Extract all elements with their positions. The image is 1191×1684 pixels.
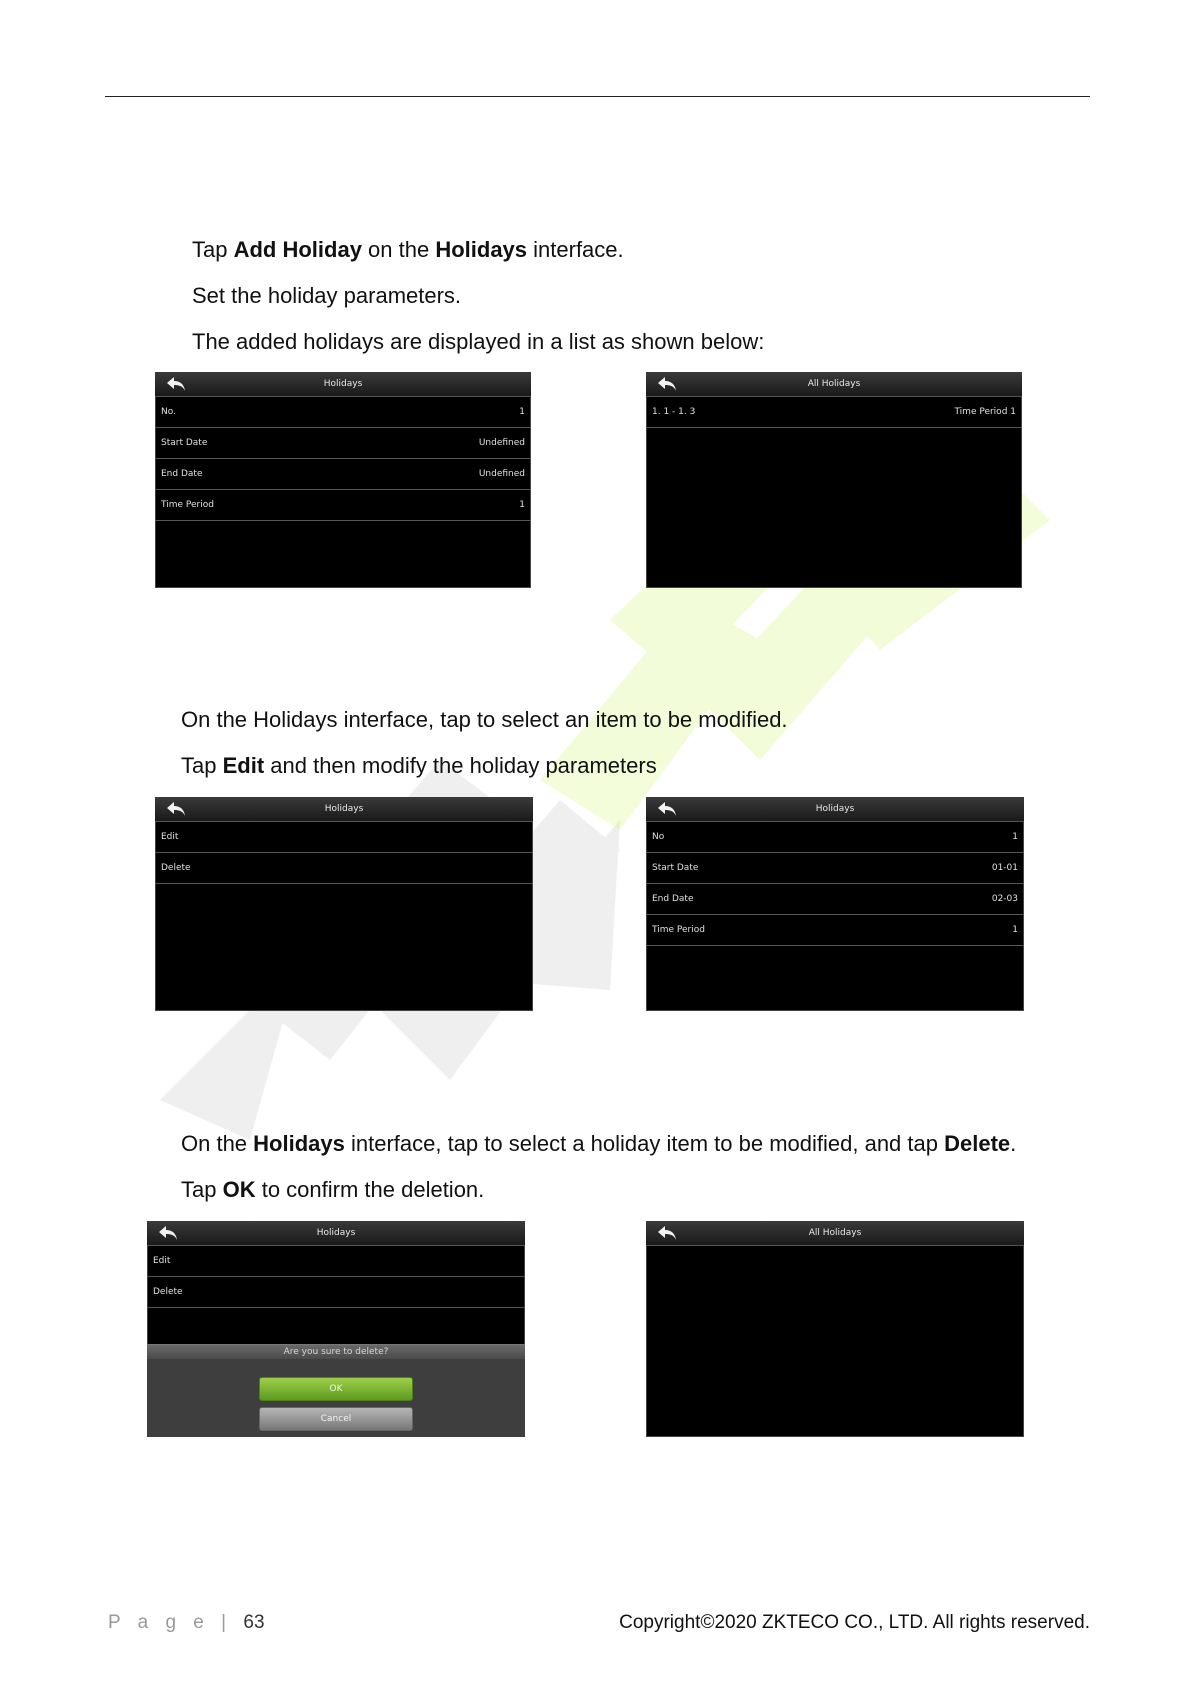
menu-row[interactable] [147,1246,525,1277]
screen-titlebar [646,797,1024,822]
row-label: No. [161,407,176,417]
copyright: Copyright©2020 ZKTECO CO., LTD. All rights reserved. [619,1612,1090,1633]
back-arrow-icon[interactable] [656,375,678,393]
menu-row[interactable] [646,822,1024,853]
text-segment: Tap [181,753,223,778]
screen-titlebar [147,1221,525,1246]
screen-titlebar [155,372,531,397]
menu-row[interactable] [646,915,1024,946]
menu-row[interactable] [155,822,533,853]
row-label: 1. 1 - 1. 3 [652,407,696,417]
menu-row[interactable] [646,884,1024,915]
holiday-edit-screen [646,797,1024,1011]
row-value: 1 [519,500,525,510]
row-label: Start Date [161,438,208,448]
delete-confirm-screen [147,1221,525,1437]
text-segment: Tap [181,1177,223,1202]
row-value: 02-03 [991,894,1018,904]
screen-titlebar [155,797,533,822]
text-segment: . [1010,1131,1017,1156]
text-segment: interface. [527,237,624,262]
menu-row[interactable] [155,428,531,459]
text-segment: Set the holiday parameters. [192,283,462,308]
page-number-label: P a g e | 63 [108,1612,265,1633]
row-value: 1 [519,407,525,417]
menu-row[interactable] [155,853,533,884]
text-segment: and then modify the holiday parameters [264,753,657,778]
row-label: Edit [153,1256,171,1266]
instruction-line [181,753,657,779]
text-segment: On the Holidays interface, tap to select an item to be modified. [181,707,788,732]
text-segment: interface, tap to select a holiday item to be modified, and tap [344,1131,945,1156]
instruction-line [192,329,764,355]
row-label: Start Date [652,863,699,873]
screen-title: Holidays [815,804,855,814]
screen-title: All Holidays [807,379,861,389]
screen-titlebar [646,1221,1024,1246]
instruction-line [192,237,624,263]
back-arrow-icon[interactable] [165,800,187,818]
instruction-line [181,707,788,733]
row-value: Time Period 1 [954,407,1016,417]
text-segment: on the [361,237,436,262]
bold-term: Edit [222,753,265,778]
confirm-dialog [147,1344,525,1437]
text-segment: The added holidays are displayed in a list as shown below: [192,329,765,354]
all-holidays-screen [646,372,1022,588]
holidays-screen [155,372,531,588]
row-label: Edit [161,832,179,842]
row-label: Delete [161,863,191,873]
page-number: 63 [243,1612,265,1633]
ok-button[interactable]: OK [259,1377,413,1401]
row-label: Delete [153,1287,183,1297]
screen-title: All Holidays [808,1228,862,1238]
instruction-line [181,1177,484,1203]
menu-row[interactable] [147,1277,525,1308]
bold-term: Delete [944,1131,1011,1156]
header-rule [105,96,1090,97]
bold-term: Holidays [253,1131,345,1156]
back-arrow-icon[interactable] [165,375,187,393]
menu-row[interactable] [155,490,531,521]
row-value: Undefined [478,469,525,479]
bold-term: Holidays [435,237,528,262]
row-value: 1 [1012,832,1018,842]
row-value: 1 [1012,925,1018,935]
bold-term: OK [222,1177,256,1202]
row-label: End Date [161,469,203,479]
screen-title: Holidays [324,804,364,814]
back-arrow-icon[interactable] [656,1224,678,1242]
instruction-line [192,283,461,309]
instruction-line [181,1131,1016,1157]
menu-row[interactable] [646,397,1022,428]
all-holidays-empty-screen [646,1221,1024,1437]
row-label: End Date [652,894,694,904]
row-label: Time Period [161,500,214,510]
cancel-button[interactable]: Cancel [259,1407,413,1431]
holiday-options-screen [155,797,533,1011]
back-arrow-icon[interactable] [157,1224,179,1242]
screen-titlebar [646,372,1022,397]
text-segment: to confirm the deletion. [255,1177,485,1202]
row-value: Undefined [478,438,525,448]
row-label: Time Period [652,925,705,935]
row-value: 01-01 [991,863,1018,873]
text-segment: Tap [192,237,234,262]
row-label: No [652,832,665,842]
screen-title: Holidays [323,379,363,389]
back-arrow-icon[interactable] [656,800,678,818]
menu-row[interactable] [155,459,531,490]
dialog-title: Are you sure to delete? [147,1345,525,1359]
bold-term: Add Holiday [233,237,362,262]
menu-row[interactable] [646,853,1024,884]
screen-title: Holidays [316,1228,356,1238]
menu-row[interactable] [155,397,531,428]
text-segment: On the [181,1131,254,1156]
